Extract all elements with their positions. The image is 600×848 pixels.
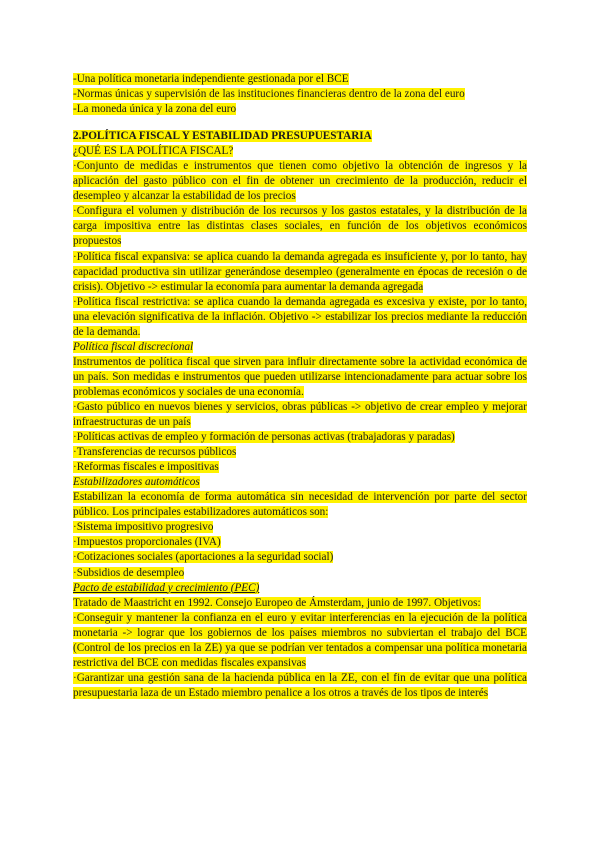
intro-list-item: -La moneda única y la zona del euro [73, 103, 237, 116]
section-heading: 2.POLÍTICA FISCAL Y ESTABILIDAD PRESUPUESTARIA [73, 130, 372, 143]
document-page [73, 72, 527, 701]
discrecional-intro: Instrumentos de política fiscal que sirven para influir directamente sobre la actividad económica de un país. Son medidas e instrumentos que pueden utilizarse intencionadamente para actuar sobre los problemas económicos y sociales de una economía. [73, 355, 527, 398]
estabilizadores-intro: Estabilizan la economía de forma automática sin necesidad de intervención por parte del sector público. Los principales estabilizadores automáticos son: [73, 491, 527, 519]
definition-paragraph: ·Política fiscal expansiva: se aplica cuando la demanda agregada es insuficiente y, por lo tanto, hay capacidad productiva sin utilizar generándose desempleo (generalmente en épocas de recesión o de crisis). Objetivo -> estimular la economía para aumentar la demanda agregada [73, 250, 527, 293]
discrecional-item: ·Gasto público en nuevos bienes y servicios, obras públicas -> objetivo de crear empleo y mejorar infraestructuras de un país [73, 400, 527, 429]
section-question: ¿QUÉ ES LA POLÍTICA FISCAL? [73, 145, 234, 158]
pec-item: ·Conseguir y mantener la confianza en el euro y evitar interferencias en la ejecución de la política monetaria -> lograr que los gobiernos de los países miembros no subviertan el trabajo del BCE (Control de los precios en la ZE) ya que se podrían ver tentados a compensar una política monetaria restrictiva del BCE con medidas fiscales expansivas [73, 611, 527, 669]
estabilizadores-item: ·Impuestos proporcionales (IVA) [73, 536, 221, 549]
intro-list [73, 72, 527, 117]
discrecional-item: ·Transferencias de recursos públicos [73, 446, 237, 459]
subsection-title-discrecional: Política fiscal discrecional [73, 340, 194, 353]
definition-paragraph: ·Política fiscal restrictiva: se aplica cuando la demanda agregada es excesiva y existe, por lo tanto, una elevación significativa de la inflación. Objetivo -> estabilizar los precios mediante la reducción de la demanda. [73, 295, 527, 338]
discrecional-item: ·Reformas fiscales e impositivas [73, 461, 219, 474]
discrecional-item: ·Políticas activas de empleo y formación de personas activas (trabajadoras y paradas) [73, 431, 455, 444]
spacer [73, 117, 527, 129]
intro-list-item: -Normas únicas y supervisión de las instituciones financieras dentro de la zona del euro [73, 88, 465, 101]
definition-paragraph: ·Conjunto de medidas e instrumentos que tienen como objetivo la obtención de ingresos y la aplicación del gasto público con el fin de obtener un crecimiento de la producción, reducir el desempleo y alcanzar la estabilidad de los precios [73, 160, 527, 203]
pec-intro: Tratado de Maastricht en 1992. Consejo Europeo de Ámsterdam, junio de 1997. Objetivos: [73, 596, 481, 609]
definition-paragraph: ·Configura el volumen y distribución de los recursos y los gastos estatales, y la distribución de la carga impositiva entre las distintas clases sociales, en función de los objetivos económicos propuestos [73, 205, 527, 248]
estabilizadores-item: ·Cotizaciones sociales (aportaciones a la seguridad social) [73, 551, 334, 564]
subsection-title-pec: Pacto de estabilidad y crecimiento (PEC) [73, 581, 260, 594]
pec-item: ·Garantizar una gestión sana de la hacienda pública en la ZE, con el fin de evitar que una política presupuestaria laza de un Estado miembro penalice a los otros a través de los tipos de interés [73, 671, 527, 699]
intro-list-item: -Una política monetaria independiente gestionada por el BCE [73, 73, 349, 85]
subsection-title-estabilizadores: Estabilizadores automáticos [73, 476, 200, 489]
estabilizadores-item: ·Sistema impositivo progresivo [73, 521, 214, 534]
estabilizadores-item: ·Subsidios de desempleo [73, 566, 185, 579]
